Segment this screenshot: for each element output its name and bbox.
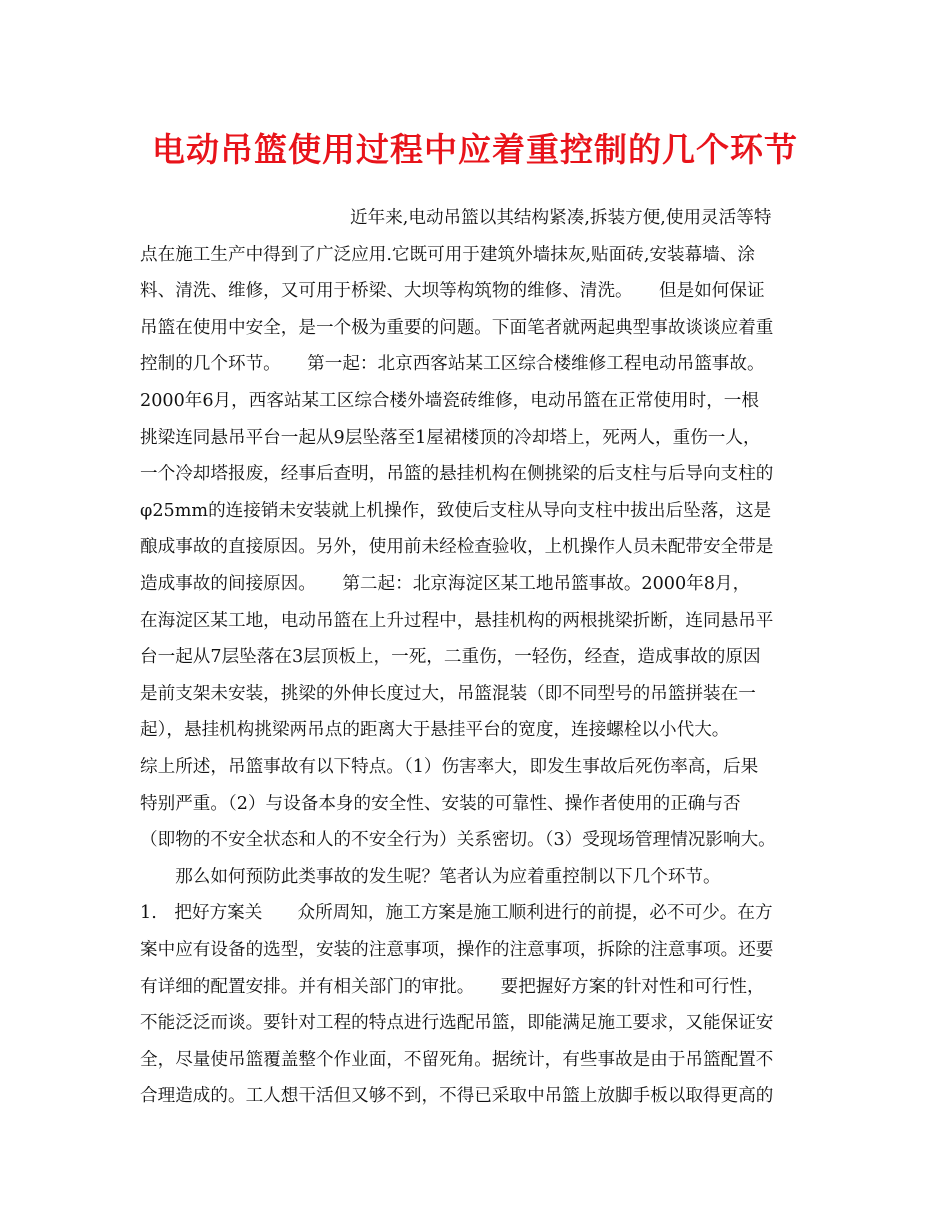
body-line: 不能泛泛而谈。要针对工程的特点进行选配吊篮，即能满足施工要求，又能保证安 [140,1013,774,1034]
document-title: 电动吊篮使用过程中应着重控制的几个环节 [152,130,798,169]
body-line: 案中应有设备的选型，安装的注意事项，操作的注意事项，拆除的注意事项。还要 [140,940,774,960]
body-line: 全，尽量使吊篮覆盖整个作业面，不留死角。据统计，有些事故是由于吊篮配置不 [140,1049,774,1070]
body-line: 台一起从7层坠落在3层顶板上，一死，二重伤，一轻伤，经查，造成事故的原因 [140,647,761,668]
body-line: 点在施工生产中得到了广泛应用.它既可用于建筑外墙抹灰,贴面砖,安装幕墙、涂 [140,244,755,265]
body-line: 有详细的配置安排。并有相关部门的审批。 要把握好方案的针对性和可行性， [140,976,765,997]
body-line: 近年来,电动吊篮以其结构紧凑,拆装方便,使用灵活等特 [350,208,772,228]
body-line: 合理造成的。工人想干活但又够不到，不得已采取中吊篮上放脚手板以取得更高的 [140,1086,774,1107]
body-line: 1. 把好方案关 众所周知，施工方案是施工顺利进行的前提，必不可少。在方 [140,903,773,924]
body-line: 那么如何预防此类事故的发生呢？笔者认为应着重控制以下几个环节。 [140,866,721,887]
body-line: 料、清洗、维修，又可用于桥梁、大坝等构筑物的维修、清洗。 但是如何保证 [140,281,765,302]
body-line: 酿成事故的直接原因。另外，使用前未经检查验收，上机操作人员未配带安全带是 [140,537,774,558]
body-line: 综上所述，吊篮事故有以下特点。（1）伤害率大，即发生事故后死伤率高，后果 [140,757,759,777]
body-line: 起），悬挂机构挑梁两吊点的距离大于悬挂平台的宽度，连接螺栓以小代大。 [140,720,730,741]
body-line: 造成事故的间接原因。 第二起：北京海淀区某工地吊篮事故。2000年8月， [140,574,751,594]
body-line: 挑梁连同悬吊平台一起从9层坠落至1屋裙楼顶的冷却塔上，死两人，重伤一人， [140,427,761,448]
body-line: φ25mm的连接销未安装就上机操作，致使后支柱从导向支柱中拔出后坠落，这是 [140,500,772,521]
body-line: 特别严重。（2）与设备本身的安全性、安装的可靠性、操作者使用的正确与否 [140,793,741,814]
body-line: 吊篮在使用中安全，是一个极为重要的问题。下面笔者就两起典型事故谈谈应着重 [140,317,774,338]
body-line: （即物的不安全状态和人的不安全行为）关系密切。（3）受现场管理情况影响大。 [140,830,776,851]
body-line: 控制的几个环节。 第一起：北京西客站某工区综合楼维修工程电动吊篮事故。 [140,354,765,375]
body-line: 是前支架未安装，挑梁的外伸长度过大，吊篮混装（即不同型号的吊篮拼装在一 [140,683,756,704]
body-line: 2000年6月，西客站某工区综合楼外墙瓷砖维修，电动吊篮在正常使用时，一根 [140,391,759,411]
body-line: 一个冷却塔报废，经事后查明，吊篮的悬挂机构在侧挑梁的后支柱与后导向支柱的 [140,464,774,485]
body-line: 在海淀区某工地，电动吊篮在上升过程中，悬挂机构的两根挑梁折断，连同悬吊平 [140,610,774,631]
